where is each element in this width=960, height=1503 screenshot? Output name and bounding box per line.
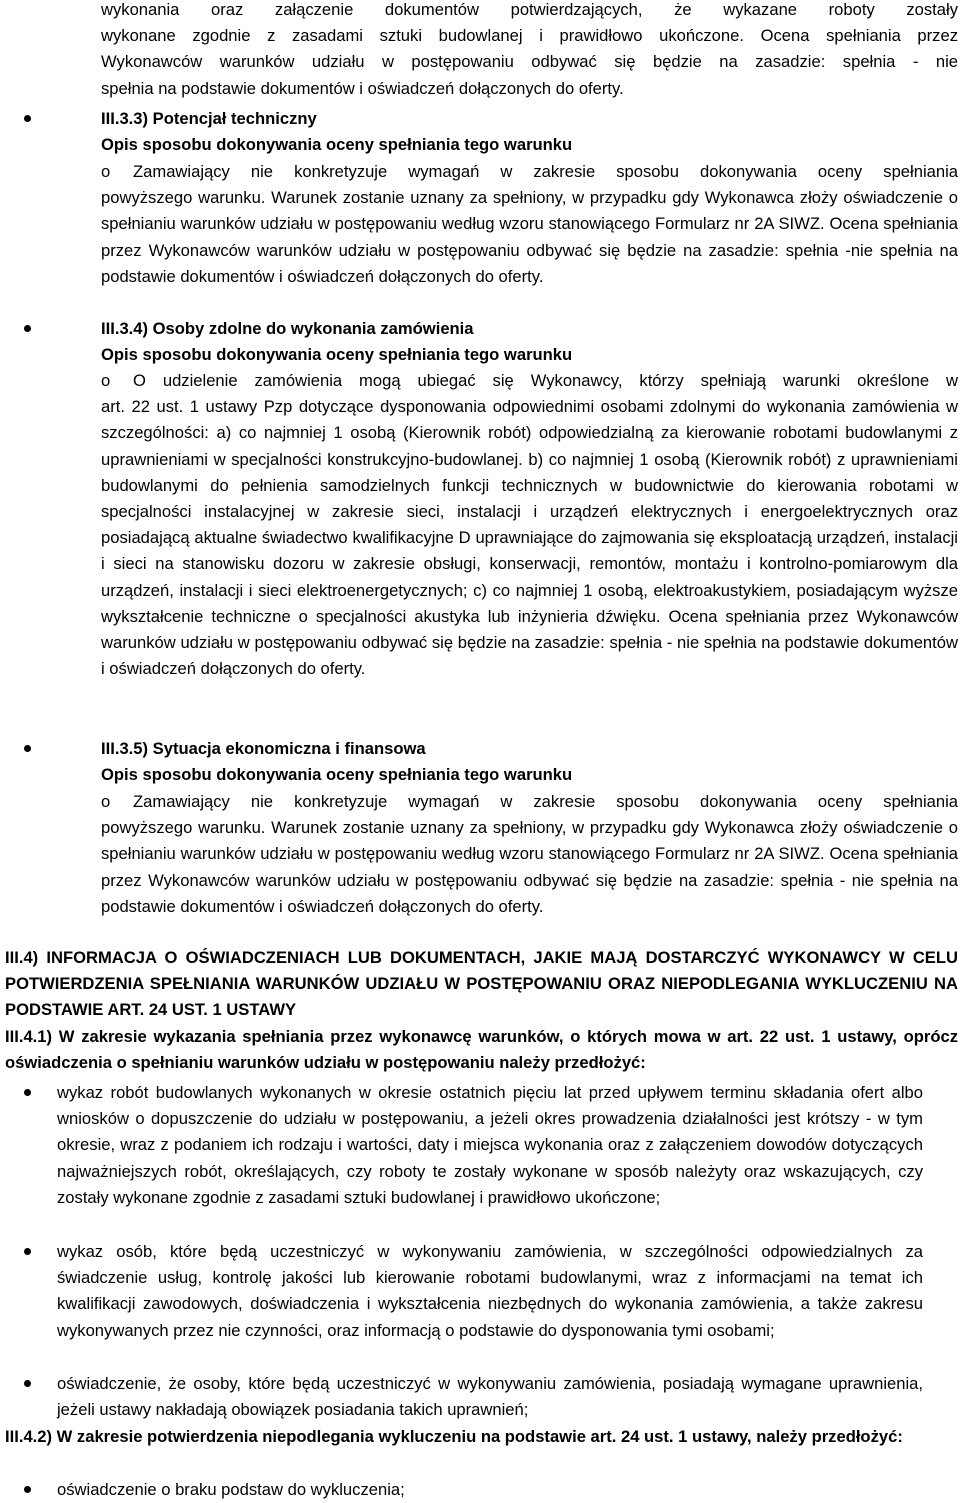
bullet-icon (24, 745, 31, 752)
section-heading-3-4: III.4) INFORMACJA O OŚWIADCZENIACH LUB DOKUMENTACH, JAKIE MAJĄ DOSTARCZYĆ WYKONAWCY W CELU POTWIERDZENIA SPEŁNIANIA WARUNKÓW UDZIAŁU W POSTĘPOWANIU ORAZ NIEPODLEGANIA WYKLUCZENIU NA PODSTAWIE ART. 24 UST. 1 USTAWY (5, 948, 958, 1020)
section-subheading: Opis sposobu dokonywania oceny spełniania tego warunku (101, 345, 573, 364)
bullet-icon (24, 1248, 31, 1255)
body-first-line: Zamawiający nie konkretyzuje wymagań w zakresie sposobu dokonywania oceny spełniania (133, 162, 958, 181)
section-subheading: Opis sposobu dokonywania oceny spełniania tego warunku (101, 765, 573, 784)
circle-marker-icon: o (101, 792, 111, 811)
list-item: wykaz robót budowlanych wykonanych w okresie ostatnich pięciu lat przed upływem terminu składania ofert albo wniosków o dopuszczenie do udziału w postępowaniu, a jeżeli okres prowadzenia działalności jest krótszy - w tym okresie, wraz z podaniem ich rodzaju i wartości, daty i miejsca wykonania oraz z załączeniem dowodów dotyczących najważniejszych robót, określających, czy roboty te zostały wykonane w sposób należyty oraz wskazujących, czy zostały wykonane zgodnie z zasadami sztuki budowlanej i prawidłowo ukończone; (57, 1083, 923, 1207)
section-heading-3-3-4: III.3.4) Osoby zdolne do wykonania zamówienia (101, 319, 474, 338)
circle-marker-icon: o (101, 162, 111, 181)
body-first-line: Zamawiający nie konkretyzuje wymagań w zakresie sposobu dokonywania oceny spełniania (133, 792, 958, 811)
intro-line: Wykonawców warunków udziału w postępowaniu odbywać się będzie na zasadzie: spełnia - nie (101, 52, 958, 72)
intro-line: spełnia na podstawie dokumentów i oświadczeń dołączonych do oferty. (101, 78, 624, 98)
circle-marker-icon: o (101, 371, 111, 390)
section-heading-3-4-1: III.4.1) W zakresie wykazania spełniania przez wykonawcę warunków, o których mowa w art. 22 ust. 1 ustawy, oprócz oświadczenia o spełnianiu warunków udziału w postępowaniu należy przedłożyć: (5, 1027, 958, 1073)
list-item: wykaz osób, które będą uczestniczyć w wykonywaniu zamówienia, w szczególności odpowiedzialnych za świadczenie usług, kontrolę jakości lub kierowanie robotami budowlanymi, wraz z informacjami na temat ich kwalifikacji zawodowych, doświadczenia i wykształcenia niezbędnych do wykonania zamówienia, a także zakresu wykonywanych przez nie czynności, oraz informacją o podstawie do dysponowania tymi osobami; (57, 1242, 923, 1340)
intro-line: wykonania oraz załączenie dokumentów potwierdzających, że wykazane roboty zostały (101, 0, 958, 19)
body-text: powyższego warunku. Warunek zostanie uznany za spełniony, w przypadku gdy Wykonawca złoży oświadczenie o spełnianiu warunków udziału w postępowaniu według wzoru stanowiącego Formularz nr 2A SIWZ. Ocena spełniania przez Wykonawców warunków udziału w postępowaniu odbywać się będzie na zasadzie: spełnia - nie spełnia na podstawie dokumentów i oświadczeń dołączonych do oferty. (101, 818, 958, 916)
section-body (101, 789, 958, 920)
bullet-icon (24, 115, 31, 122)
intro-line: wykonane zgodnie z zasadami sztuki budowlanej i prawidłowo ukończone. Ocena spełniania przez (101, 26, 958, 46)
intro-paragraph (101, 0, 958, 102)
list-item: oświadczenie, że osoby, które będą uczestniczyć w wykonywaniu zamówienia, posiadają wymagane uprawnienia, jeżeli ustawy nakładają obowiązek posiadania takich uprawnień; (57, 1374, 923, 1420)
body-first-line: O udzielenie zamówienia mogą ubiegać się Wykonawcy, którzy spełniają warunki określone w (133, 371, 958, 390)
section-body (101, 368, 958, 682)
body-text: powyższego warunku. Warunek zostanie uznany za spełniony, w przypadku gdy Wykonawca złoży oświadczenie o spełnianiu warunków udziału w postępowaniu według wzoru stanowiącego Formularz nr 2A SIWZ. Ocena spełniania przez Wykonawców warunków udziału w postępowaniu odbywać się będzie na zasadzie: spełnia -nie spełnia na podstawie dokumentów i oświadczeń dołączonych do oferty. (101, 188, 958, 286)
list-item: oświadczenie o braku podstaw do wykluczenia; (57, 1480, 405, 1499)
section-heading-3-4-2: III.4.2) W zakresie potwierdzenia niepodlegania wykluczeniu na podstawie art. 24 ust. 1 ustawy, należy przedłożyć: (5, 1427, 903, 1446)
bullet-icon (24, 1089, 31, 1096)
bullet-icon (24, 325, 31, 332)
body-text: art. 22 ust. 1 ustawy Pzp dotyczące dysponowania odpowiednimi osobami zdolnymi do wykonania zamówienia w szczególności: a) co najmniej 1 osobą (Kierownik robót) odpowiedzialną za kierowanie robotami budowlanymi z uprawnieniami w specjalności konstrukcyjno-budowlanej. b) co najmniej 1 osobą (Kierownik robót) z uprawnieniami budowlanymi do pełnienia samodzielnych funkcji technicznych w budownictwie do kierowania robotami w specjalności instalacyjnej w zakresie sieci, instalacji i urządzeń elektrycznych i energoelektrycznych oraz posiadającą aktualne świadectwo kwalifikacyjne D uprawniające do zajmowania się eksploatacją urządzeń, instalacji i sieci na stanowisku dozoru w zakresie obsługi, konserwacji, remontów, montażu i kontrolno-pomiarowym dla urządzeń, instalacji i sieci elektroenergetycznych; c) co najmniej 1 osobą, elektroakustykiem, posiadającym wyższe wykształcenie techniczne o specjalności akustyka lub inżynieria dźwięku. Ocena spełniania przez Wykonawców warunków udziału w postępowaniu odbywać się będzie na zasadzie: spełnia - nie spełnia na podstawie dokumentów i oświadczeń dołączonych do oferty. (101, 397, 958, 679)
section-heading-3-3-3: III.3.3) Potencjał techniczny (101, 109, 317, 128)
bullet-icon (24, 1486, 31, 1493)
section-body (101, 159, 958, 290)
section-heading-3-3-5: III.3.5) Sytuacja ekonomiczna i finansowa (101, 739, 426, 758)
bullet-icon (24, 1380, 31, 1387)
section-subheading: Opis sposobu dokonywania oceny spełniania tego warunku (101, 135, 573, 154)
